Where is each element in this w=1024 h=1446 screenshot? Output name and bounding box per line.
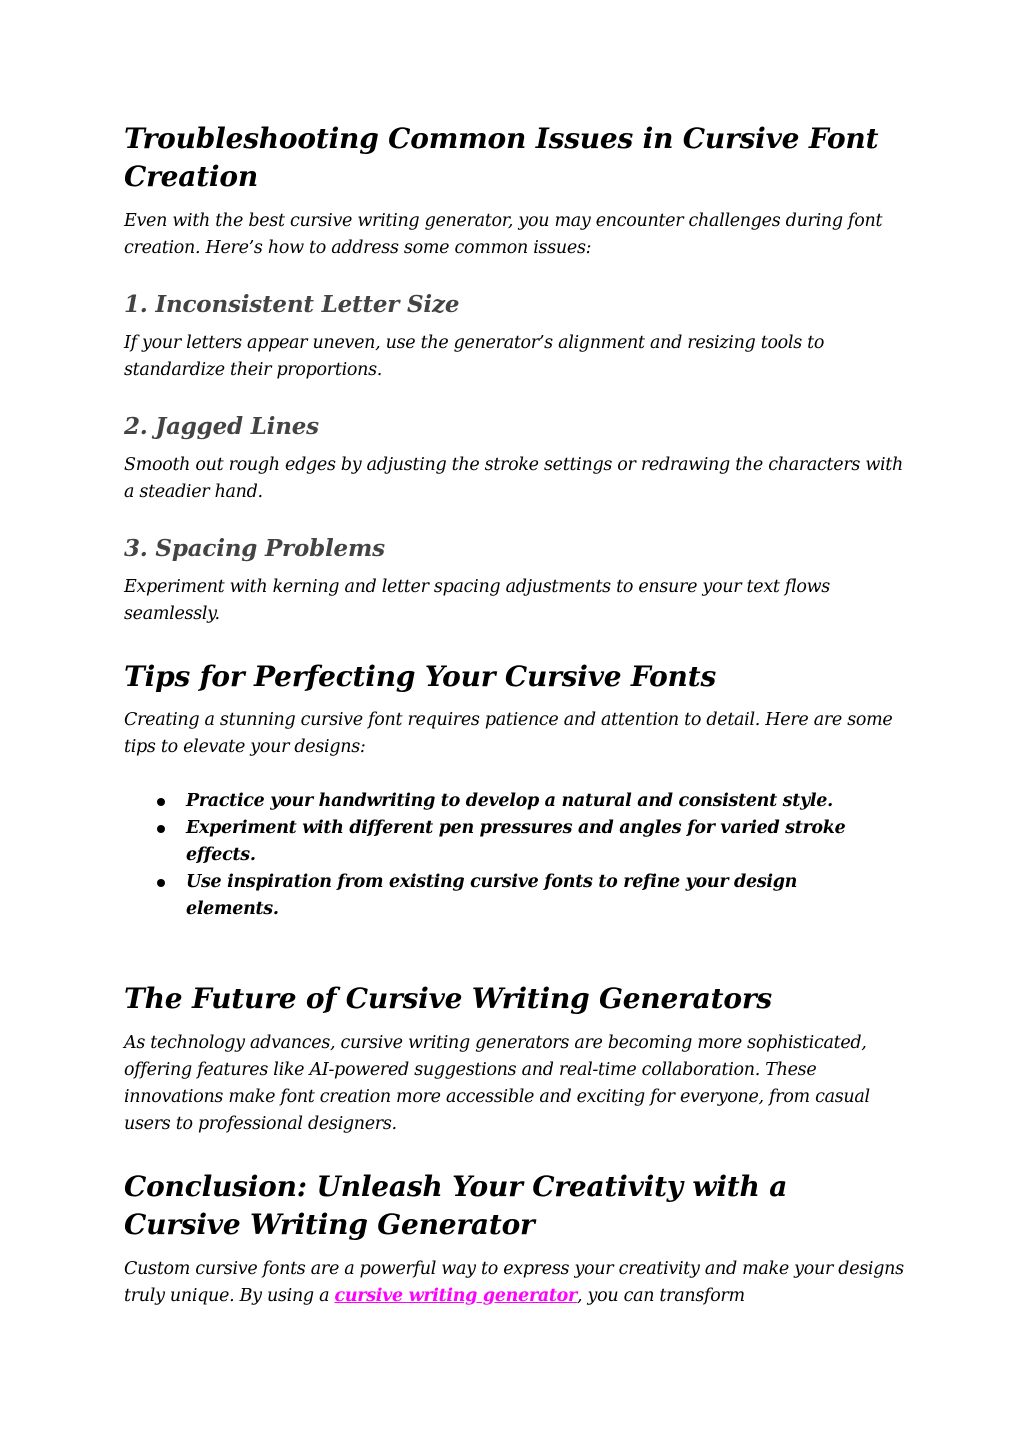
cursive-writing-generator-link[interactable]: cursive writing generator xyxy=(334,1286,577,1306)
conclusion-title: Conclusion: Unleash Your Creativity with a Cursive Writing Generator xyxy=(124,1170,788,1241)
troubleshooting-intro: Even with the best cursive writing generator, you may encounter challenges during font creation. Here’s how to address some common issues: xyxy=(124,211,883,258)
issue-text-jagged-lines: Smooth out rough edges by adjusting the stroke settings or redrawing the characters with a steadier hand. xyxy=(124,455,904,502)
bullet-icon xyxy=(157,798,165,806)
issue-text-letter-size: If your letters appear uneven, use the generator’s alignment and resizing tools to standardize their proportions. xyxy=(124,333,825,380)
bullet-icon xyxy=(157,879,165,887)
troubleshooting-title: Troubleshooting Common Issues in Cursive Font Creation xyxy=(124,122,879,193)
future-text: As technology advances, cursive writing generators are becoming more sophisticated, offering features like AI-powered suggestions and real-time collaboration. These innovations make font creation more accessible and exciting for everyone, from casual users to professional designers. xyxy=(124,1033,870,1134)
issue-text-spacing: Experiment with kerning and letter spacing adjustments to ensure your text flows seamlessly. xyxy=(124,577,830,624)
bullet-icon xyxy=(157,825,165,833)
issue-heading-letter-size: 1. Inconsistent Letter Size xyxy=(124,291,460,318)
future-title: The Future of Cursive Writing Generators xyxy=(124,982,772,1015)
tips-intro: Creating a stunning cursive font requires patience and attention to detail. Here are some tips to elevate your designs: xyxy=(124,710,893,757)
tips-list-item: Experiment with different pen pressures and angles for varied stroke effects. xyxy=(124,815,876,869)
tips-title: Tips for Perfecting Your Cursive Fonts xyxy=(124,660,717,693)
conclusion-text: Custom cursive fonts are a powerful way to express your creativity and make your designs truly unique. By using a cursive writing generator, you can transform xyxy=(124,1259,904,1306)
issue-heading-jagged-lines: 2. Jagged Lines xyxy=(124,413,319,440)
issue-heading-spacing: 3. Spacing Problems xyxy=(124,535,385,562)
tips-list xyxy=(124,788,904,923)
tips-list-item: Practice your handwriting to develop a natural and consistent style. xyxy=(124,788,876,815)
tips-list-item: Use inspiration from existing cursive fonts to refine your design elements. xyxy=(124,869,876,923)
